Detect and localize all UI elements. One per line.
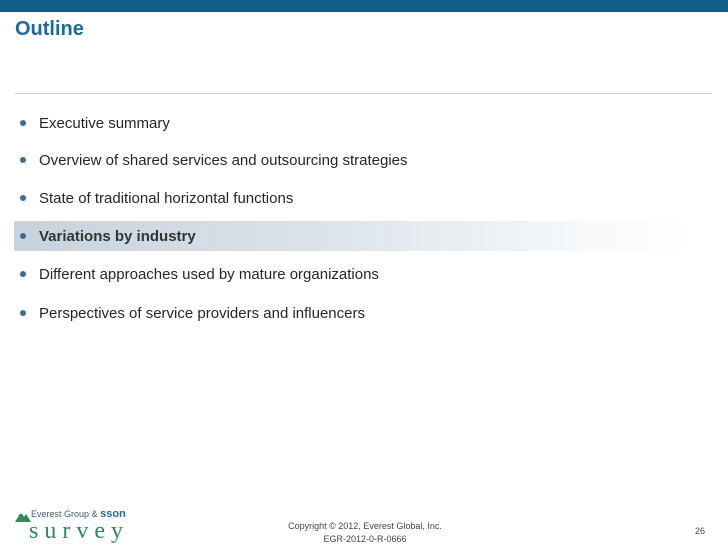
top-bar [0, 0, 728, 12]
bullet-icon [20, 157, 26, 163]
bullet-icon [20, 233, 26, 239]
outline-item-label: Overview of shared services and outsourcing strategies [39, 151, 408, 169]
bullet-icon [20, 271, 26, 277]
logo-amp-text: & [91, 509, 98, 519]
document-id: EGR-2012-0-R-0666 [323, 534, 407, 544]
bullet-icon [20, 120, 26, 126]
outline-item-label: Variations by industry [39, 227, 196, 245]
page-number: 26 [695, 526, 706, 536]
copyright-notice [280, 520, 450, 546]
logo-sson-text: sson [100, 508, 126, 520]
page-title: Outline [15, 18, 84, 40]
logo-everest-text: Everest Group [31, 509, 90, 519]
title-divider [15, 93, 712, 94]
survey-logo [15, 508, 175, 544]
logo-survey-text: survey [29, 518, 129, 544]
outline-item-variations-by-industry [14, 221, 690, 251]
outline-item-label: State of traditional horizontal functions [39, 189, 294, 207]
outline-item-label: Different approaches used by mature organizations [39, 265, 379, 283]
copyright-text: Copyright © 2012, Everest Global, Inc. [288, 521, 442, 531]
outline-item-perspectives [20, 298, 690, 328]
outline-item-overview [20, 145, 690, 175]
outline-item-horizontal-functions [20, 183, 690, 213]
bullet-icon [20, 310, 26, 316]
outline-item-label: Perspectives of service providers and influencers [39, 304, 365, 322]
outline-item-executive-summary [20, 108, 690, 138]
outline-item-mature-organizations [20, 259, 690, 289]
bullet-icon [20, 195, 26, 201]
outline-item-label: Executive summary [39, 114, 170, 132]
